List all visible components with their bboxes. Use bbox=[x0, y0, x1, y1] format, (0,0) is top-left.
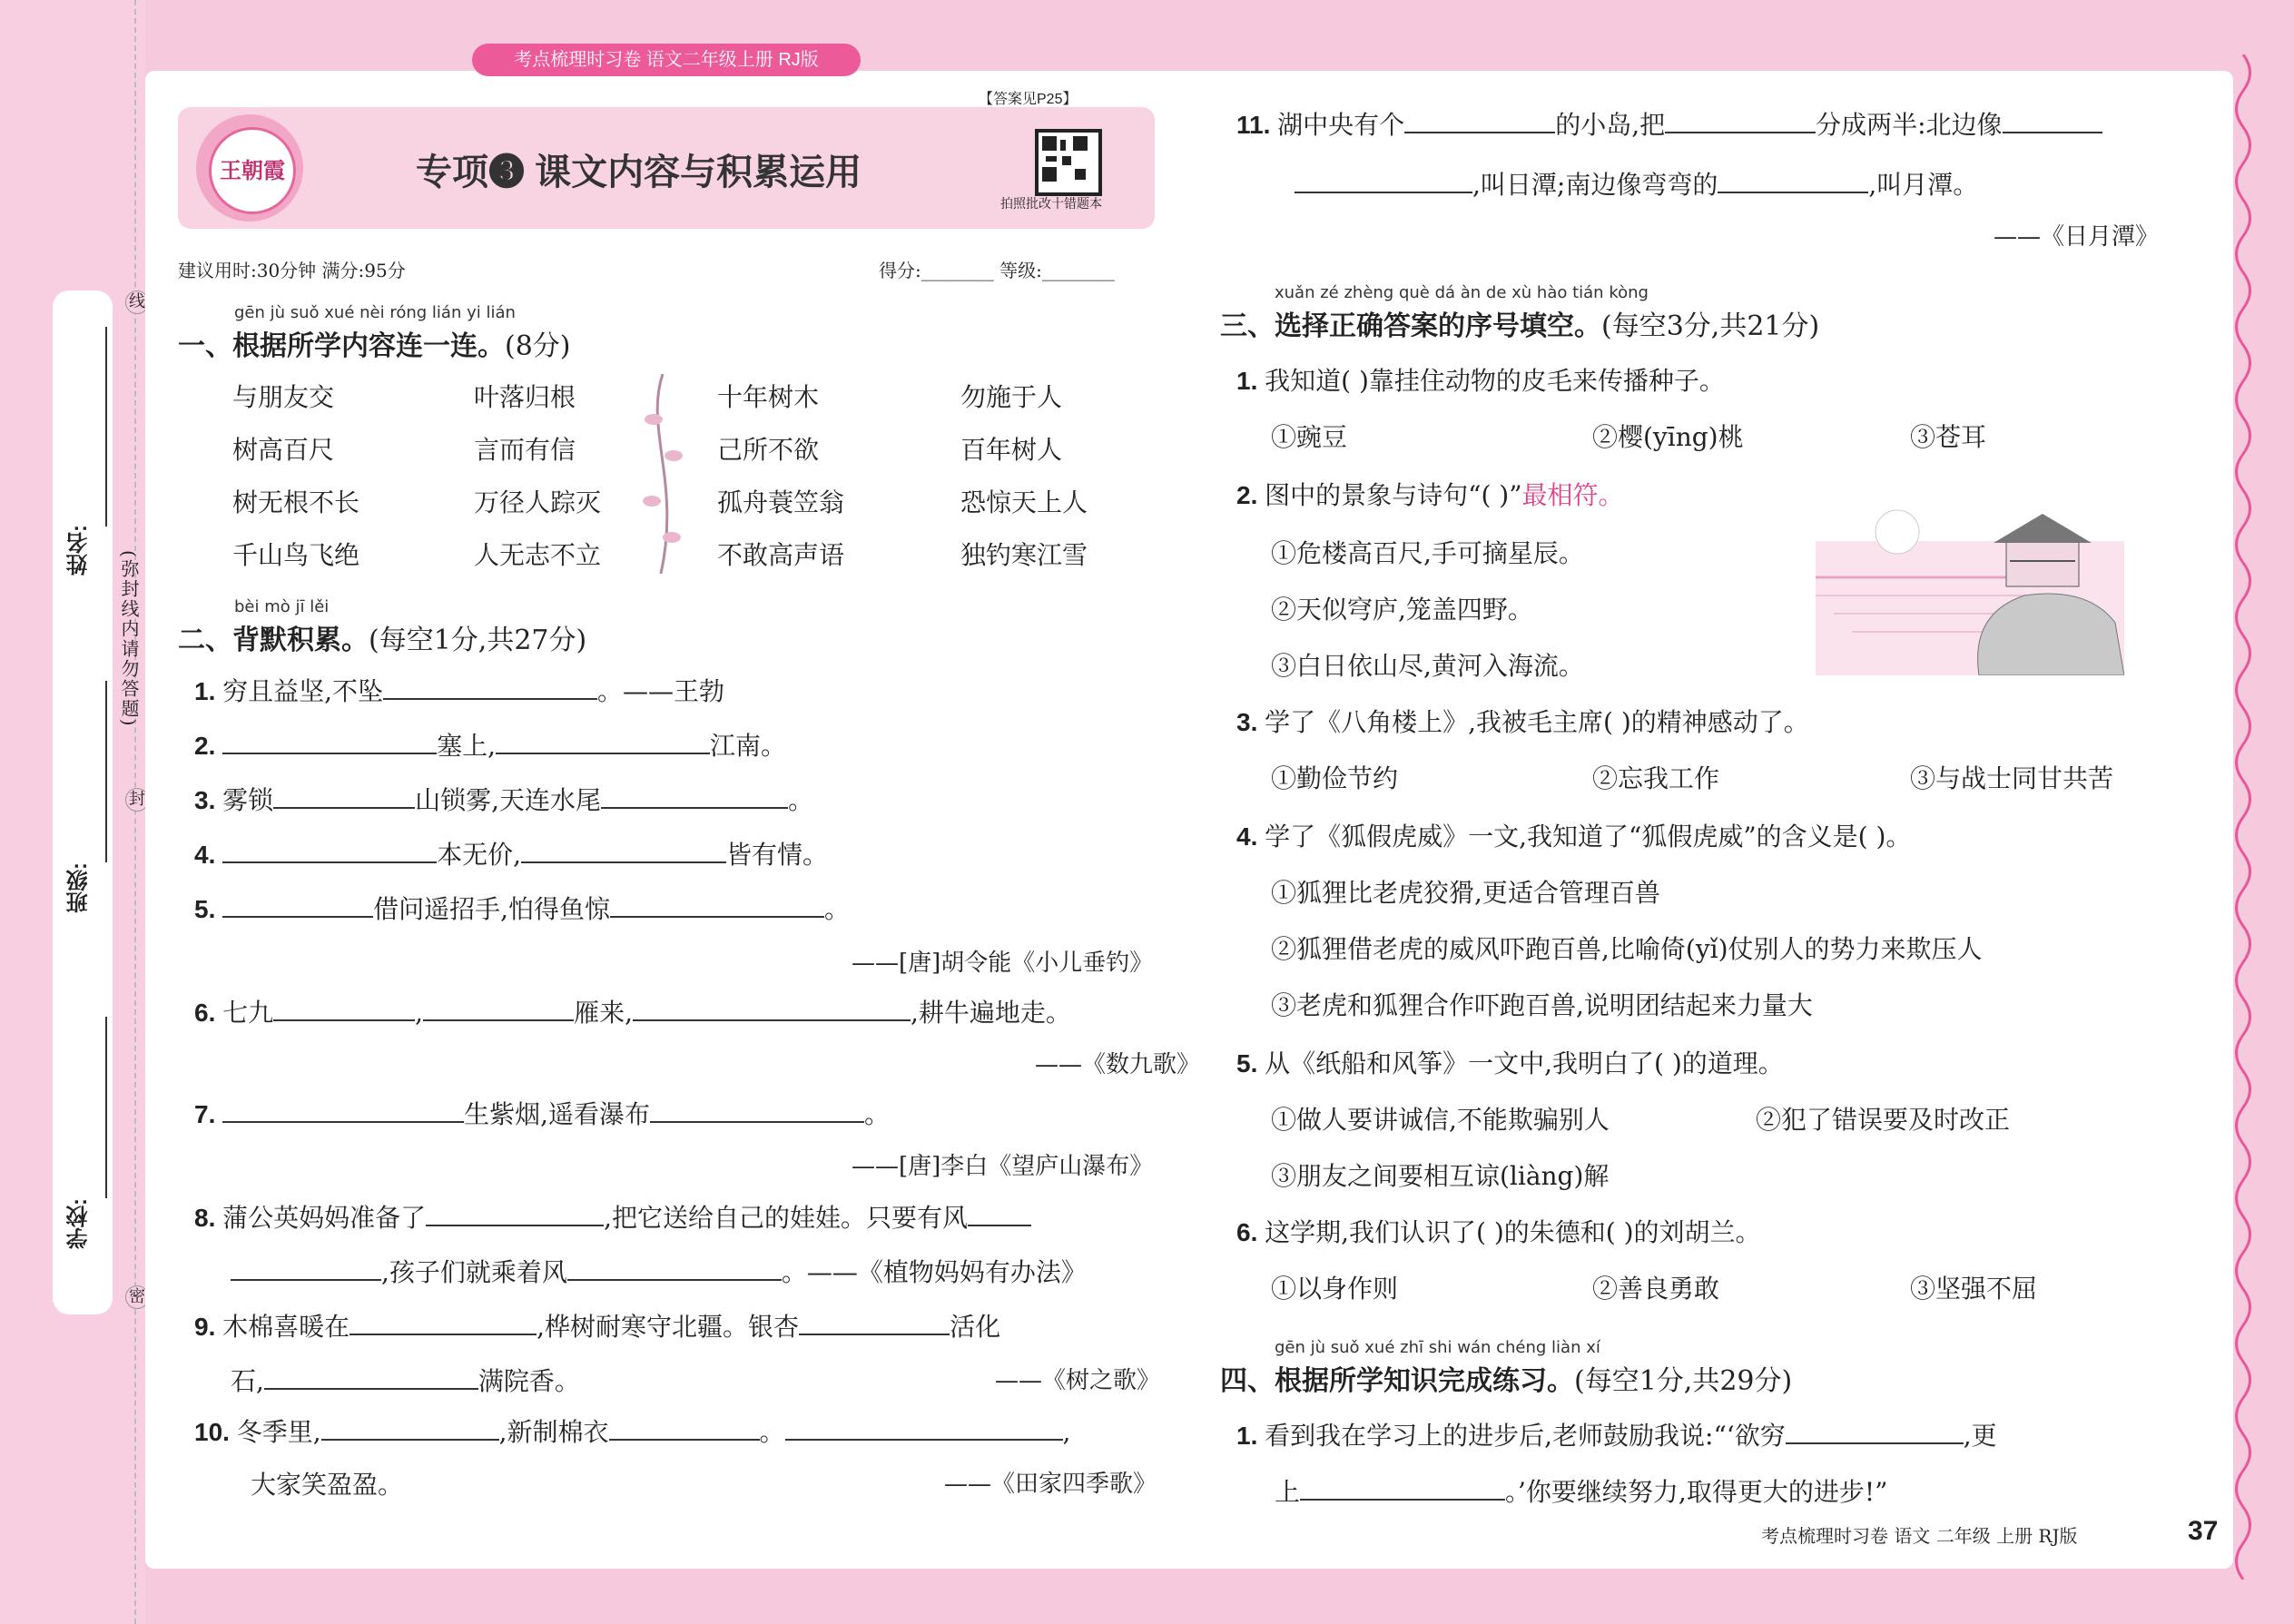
question-3-1: 1. 我知道( )靠挂住动物的皮毛来传播种子。 bbox=[1236, 366, 1725, 396]
time-and-score: 建议用时:30分钟 满分:95分 bbox=[178, 260, 406, 281]
answer-blank[interactable] bbox=[383, 674, 597, 700]
pavilion-illustration bbox=[1816, 505, 2124, 675]
seal-mark-mi: 密 bbox=[125, 1285, 149, 1309]
answer-blank[interactable] bbox=[610, 892, 824, 918]
option[interactable]: ②天似穹庐,笼盖四野。 bbox=[1271, 595, 1533, 625]
answer-blank[interactable] bbox=[321, 1415, 499, 1441]
answer-blank[interactable] bbox=[968, 1201, 1031, 1226]
option[interactable]: ③坚强不屈 bbox=[1910, 1274, 2038, 1304]
option[interactable]: ②犯了错误要及时改正 bbox=[1756, 1105, 2011, 1135]
page-title: 专项❸ 课文内容与积累运用 bbox=[416, 153, 862, 192]
question-2-5: 5. 借问遥招手,怕得鱼惊 。 bbox=[194, 894, 851, 924]
answer-reference: 【答案见P25】 bbox=[979, 92, 1078, 107]
answer-blank[interactable] bbox=[2003, 108, 2102, 133]
qr-code-icon[interactable] bbox=[1035, 129, 1102, 196]
qr-tip: 拍照批改十错题本 bbox=[1000, 196, 1102, 211]
series-tab: 考点梳理时习卷 语文二年级上册 RJ版 bbox=[472, 44, 861, 76]
sec2-pinyin: bèi mò jī lěi bbox=[234, 597, 330, 616]
answer-blank[interactable] bbox=[633, 996, 911, 1021]
answer-blank[interactable] bbox=[609, 1415, 760, 1441]
question-3-2: 2. 图中的景象与诗句“( )”最相符。 bbox=[1236, 480, 1624, 510]
question-2-8: 8. 蒲公英妈妈准备了 ,把它送给自己的娃娃。只要有风 bbox=[194, 1198, 1031, 1235]
answer-blank[interactable] bbox=[799, 1310, 950, 1335]
seal-mark-feng: 封 bbox=[125, 788, 149, 812]
question-2-8-cont: ,孩子们就乘着风 。——《植物妈妈有办法》 bbox=[231, 1253, 1087, 1289]
option[interactable]: ①狐狸比老虎狡猾,更适合管理百兽 bbox=[1271, 878, 1660, 908]
match-item[interactable]: 十年树木 bbox=[717, 382, 820, 412]
answer-blank[interactable] bbox=[1404, 108, 1555, 133]
match-item[interactable]: 勿施于人 bbox=[960, 382, 1063, 412]
question-3-6: 6. 这学期,我们认识了( )的朱德和( )的刘胡兰。 bbox=[1236, 1217, 1761, 1247]
answer-blank[interactable] bbox=[222, 838, 437, 863]
match-item[interactable]: 独钓寒江雪 bbox=[960, 540, 1088, 570]
option[interactable]: ③与战士同甘共苦 bbox=[1910, 763, 2114, 793]
answer-blank[interactable] bbox=[785, 1415, 1063, 1441]
question-2-10-cont: 大家笑盈盈。 bbox=[251, 1470, 404, 1500]
match-item[interactable]: 孤舟蓑笠翁 bbox=[717, 487, 845, 517]
score-grade[interactable]: 得分:________ 等级:________ bbox=[879, 260, 1115, 281]
answer-blank[interactable] bbox=[1300, 1475, 1505, 1501]
source-citation: ——[唐]胡令能《小儿垂钓》 bbox=[852, 950, 1154, 977]
question-2-10: 10. 冬季里, ,新制棉衣 。 , bbox=[194, 1417, 1071, 1447]
question-4-1-cont: 上 。’你要继续努力,取得更大的进步!” bbox=[1275, 1477, 1888, 1507]
answer-blank[interactable] bbox=[273, 996, 415, 1021]
answer-blank[interactable] bbox=[426, 1201, 604, 1226]
answer-blank[interactable] bbox=[231, 1255, 381, 1281]
question-2-4: 4. 本无价, 皆有情。 bbox=[194, 840, 829, 870]
sec4-title: 四、根据所学知识完成练习。(每空1分,共29分) bbox=[1220, 1365, 1793, 1397]
match-item[interactable]: 叶落归根 bbox=[474, 382, 576, 412]
seal-note: (弥封线内请勿答题) bbox=[118, 550, 140, 728]
answer-blank[interactable] bbox=[1718, 168, 1868, 193]
option[interactable]: ③白日依山尽,黄河入海流。 bbox=[1271, 651, 1584, 681]
question-2-1: 1. 穷且益坚,不坠 。——王勃 bbox=[194, 676, 725, 706]
question-2-7: 7. 生紫烟,遥看瀑布 。 bbox=[194, 1099, 891, 1129]
answer-blank[interactable] bbox=[521, 838, 726, 863]
answer-blank[interactable] bbox=[264, 1364, 478, 1390]
answer-blank[interactable] bbox=[273, 783, 415, 809]
answer-blank[interactable] bbox=[1786, 1419, 1964, 1444]
match-item[interactable]: 千山鸟飞绝 bbox=[232, 540, 360, 570]
sec3-title: 三、选择正确答案的序号填空。(每空3分,共21分) bbox=[1220, 310, 1820, 342]
school-label: 学校: bbox=[67, 1198, 92, 1249]
option[interactable]: ③老虎和狐狸合作吓跑百兽,说明团结起来力量大 bbox=[1271, 990, 1813, 1020]
option[interactable]: ②狐狸借老虎的威风吓跑百兽,比喻倚(yǐ)仗别人的势力来欺压人 bbox=[1271, 934, 1983, 964]
sec1-title: 一、根据所学内容连一连。(8分) bbox=[178, 330, 571, 362]
option[interactable]: ①危楼高百尺,手可摘星辰。 bbox=[1271, 538, 1584, 568]
answer-blank[interactable] bbox=[1665, 108, 1816, 133]
option[interactable]: ③朋友之间要相互谅(liàng)解 bbox=[1271, 1161, 1610, 1191]
answer-blank[interactable] bbox=[601, 783, 788, 809]
source-citation: ——[唐]李白《望庐山瀑布》 bbox=[852, 1153, 1154, 1180]
question-2-6: 6. 七九 , 雁来, ,耕牛遍地走。 bbox=[194, 998, 1071, 1028]
match-item[interactable]: 与朋友交 bbox=[232, 382, 335, 412]
student-info-card bbox=[53, 290, 113, 1314]
source-citation: ——《数九歌》 bbox=[1035, 1051, 1201, 1078]
match-item[interactable]: 万径人踪灭 bbox=[474, 487, 602, 517]
sec4-pinyin: gēn jù suǒ xué zhī shi wán chéng liàn xí bbox=[1275, 1338, 1600, 1357]
publisher-logo: 王朝霞 bbox=[196, 114, 303, 221]
name-field[interactable] bbox=[105, 327, 107, 527]
option[interactable]: ②忘我工作 bbox=[1592, 763, 1720, 793]
question-3-4: 4. 学了《狐假虎威》一文,我知道了“狐假虎威”的含义是( )。 bbox=[1236, 822, 1912, 851]
option[interactable]: ①豌豆 bbox=[1271, 422, 1348, 452]
match-item[interactable]: 树高百尺 bbox=[232, 435, 335, 465]
question-2-9: 9. 木棉喜暖在 ,桦树耐寒守北疆。银杏 活化 bbox=[194, 1312, 1001, 1342]
option[interactable]: ②樱(yīng)桃 bbox=[1592, 422, 1744, 452]
question-3-5: 5. 从《纸船和风筝》一文中,我明白了( )的道理。 bbox=[1236, 1048, 1784, 1078]
seal-mark-xian: 线 bbox=[125, 290, 149, 314]
question-2-11-cont: ,叫日潭;南边像弯弯的 ,叫月潭。 bbox=[1295, 165, 1978, 202]
sec3-pinyin: xuǎn zé zhèng què dá àn de xù hào tián kòng bbox=[1275, 283, 1649, 302]
class-field[interactable] bbox=[105, 681, 107, 862]
source-citation: ——《日月潭》 bbox=[1994, 223, 2160, 251]
answer-blank[interactable] bbox=[567, 1255, 782, 1281]
answer-blank[interactable] bbox=[650, 1097, 864, 1123]
seal-line bbox=[134, 0, 136, 1624]
question-3-3: 3. 学了《八角楼上》,我被毛主席( )的精神感动了。 bbox=[1236, 707, 1809, 737]
title-banner bbox=[178, 107, 1155, 229]
option[interactable]: ①做人要讲诚信,不能欺骗别人 bbox=[1271, 1105, 1610, 1135]
option[interactable]: ①以身作则 bbox=[1271, 1274, 1399, 1304]
answer-blank[interactable] bbox=[423, 996, 574, 1021]
question-2-3: 3. 雾锁 山锁雾,天连水尾 。 bbox=[194, 785, 814, 815]
match-item[interactable]: 恐惊天上人 bbox=[960, 487, 1088, 517]
answer-blank[interactable] bbox=[222, 892, 373, 918]
answer-blank[interactable] bbox=[496, 729, 710, 754]
wavy-border bbox=[2230, 54, 2257, 1580]
match-item[interactable]: 言而有信 bbox=[474, 435, 576, 465]
sec1-pinyin: gēn jù suǒ xué nèi róng lián yi lián bbox=[234, 303, 516, 322]
question-2-9-cont: 石, 满院香。 bbox=[231, 1366, 580, 1396]
footer-series: 考点梳理时习卷 语文 二年级 上册 RJ版 bbox=[1761, 1525, 2078, 1547]
flower-branch-icon bbox=[635, 374, 690, 574]
question-2-2: 2. 塞上, 江南。 bbox=[194, 731, 787, 761]
match-item[interactable]: 百年树人 bbox=[960, 435, 1063, 465]
question-2-11: 11. 湖中央有个 的小岛,把 分成两半:北边像 bbox=[1236, 105, 2102, 142]
option[interactable]: ①勤俭节约 bbox=[1271, 763, 1399, 793]
option[interactable]: ②善良勇敢 bbox=[1592, 1274, 1720, 1304]
match-item[interactable]: 己所不欲 bbox=[717, 435, 820, 465]
answer-blank[interactable] bbox=[222, 1097, 464, 1123]
question-4-1: 1. 看到我在学习上的进步后,老师鼓励我说:“‘欲穷 ,更 bbox=[1236, 1421, 1997, 1451]
match-item[interactable]: 人无志不立 bbox=[474, 540, 602, 570]
match-item[interactable]: 树无根不长 bbox=[232, 487, 360, 517]
answer-blank[interactable] bbox=[222, 729, 437, 754]
answer-blank[interactable] bbox=[350, 1310, 537, 1335]
source-citation: ——《田家四季歌》 bbox=[944, 1471, 1157, 1498]
answer-blank[interactable] bbox=[1295, 168, 1472, 193]
option[interactable]: ③苍耳 bbox=[1910, 422, 1987, 452]
class-label: 班级: bbox=[67, 862, 92, 913]
sec2-title: 二、背默积累。(每空1分,共27分) bbox=[178, 625, 587, 656]
source-citation: ——《树之歌》 bbox=[995, 1367, 1161, 1394]
match-item[interactable]: 不敢高声语 bbox=[717, 540, 845, 570]
page-number: 37 bbox=[2188, 1516, 2219, 1546]
worksheet-sheet bbox=[145, 71, 2233, 1569]
name-label: 姓名: bbox=[67, 525, 92, 576]
school-field[interactable] bbox=[105, 1017, 107, 1198]
